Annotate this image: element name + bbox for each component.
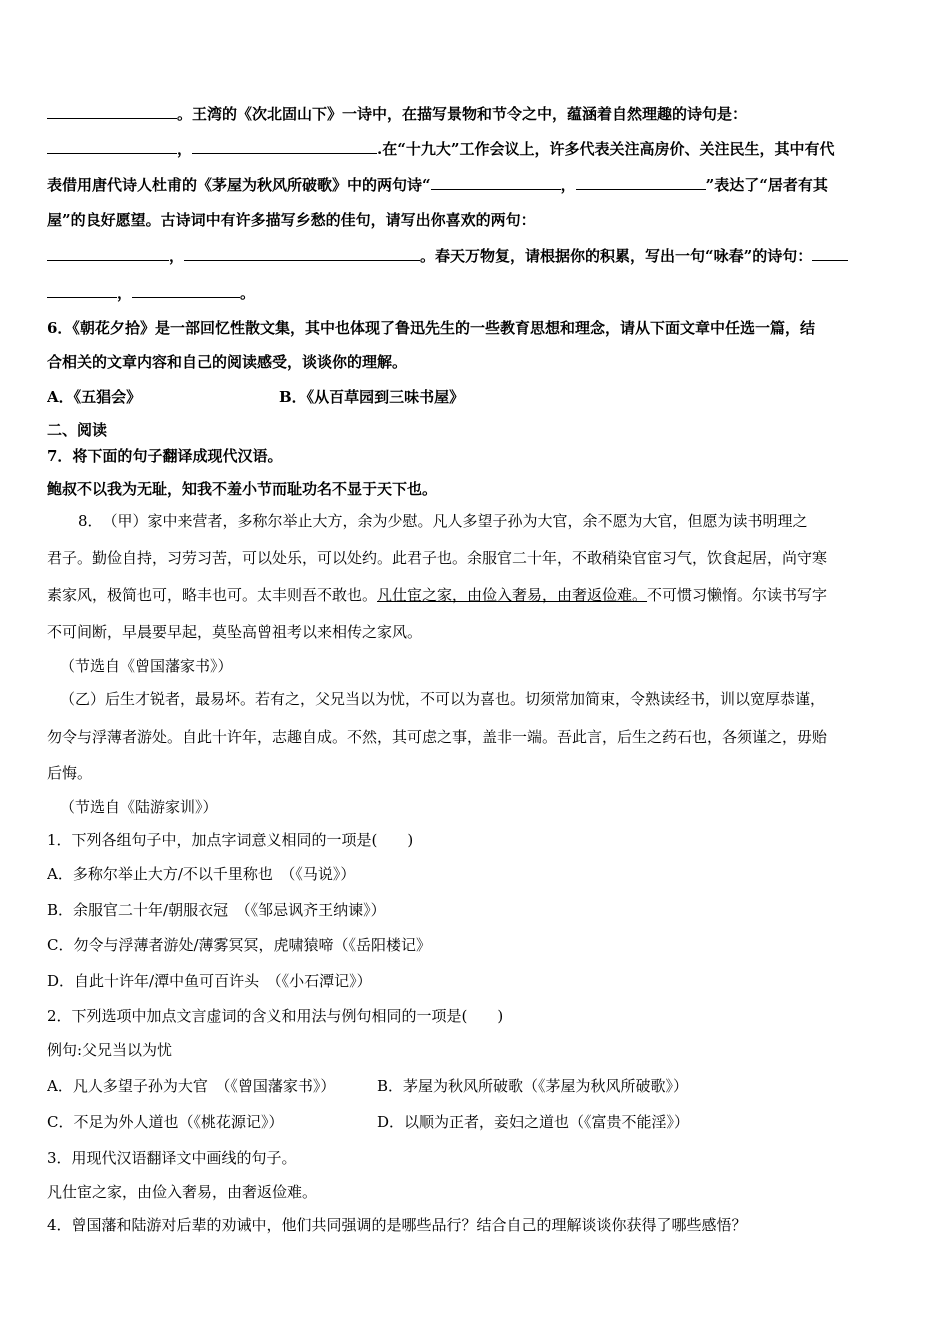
q8-yi-line-1: （乙）后生才锐者，最易坏。若有之，父兄当以为忧，不可以为喜也。切须常加简束，令熟读经书，训以宽厚恭谨， bbox=[60, 690, 826, 708]
sub-q1: 1．下列各组句子中，加点字词意义相同的一项是( ) bbox=[47, 831, 414, 849]
sub-q2-option-c: C．不足为外人道也（《桃花源记》） bbox=[47, 1113, 284, 1131]
sub-q1-option-c: C．勿令与浮薄者游处/薄雾冥冥，虎啸猿啼（《岳阳楼记》 bbox=[47, 936, 432, 954]
answer-blank[interactable] bbox=[184, 246, 420, 261]
poetry-line-5: ， 。春天万物复，请根据你的积累，写出一句“咏春”的诗句： bbox=[47, 246, 907, 266]
sub-q2: 2．下列选项中加点文言虚词的含义和用法与例句相同的一项是( ) bbox=[47, 1007, 504, 1025]
q8-jia-line-1: 8． （甲）家中来营者，多称尔举止大方，余为少慰。凡人多望子孙为大官，余不愿为大官，但愿为读书明理之 bbox=[78, 512, 808, 530]
q8-jia-line-4: 不可间断，早晨要早起，莫坠高曾祖考以来相传之家风。 bbox=[47, 623, 423, 641]
q8-jia-source: （节选自《曾国藩家书》） bbox=[60, 657, 233, 675]
sub-q2-option-a: A．凡人多望子孙为大官 （《曾国藩家书》） bbox=[47, 1077, 336, 1095]
q8-yi-line-3: 后悔。 bbox=[47, 764, 93, 782]
poetry-line-1: 。王湾的《次北固山下》一诗中，在描写景物和节令之中，蕴涵着自然理趣的诗句是： bbox=[47, 104, 907, 124]
q8-jia-line-2: 君子。勤俭自持，习劳习苦，可以处乐，可以处约。此君子也。余服官二十年，不敢稍染官宦习气，饮食起居，尚守寒 bbox=[47, 549, 828, 567]
answer-blank[interactable] bbox=[132, 283, 240, 298]
answer-blank[interactable] bbox=[47, 139, 177, 154]
poetry-line-2: ， .在“十九大”工作会议上，许多代表关注高房价、关注民生，其中有代 bbox=[47, 139, 907, 159]
sub-q3-sentence: 凡仕宦之家，由俭入奢易，由奢返俭难。 bbox=[47, 1183, 318, 1201]
answer-blank[interactable] bbox=[47, 246, 169, 261]
q6-line-2: 合相关的文章内容和自己的阅读感受，谈谈你的理解。 bbox=[47, 353, 408, 371]
poetry-line-3: 表借用唐代诗人杜甫的《茅屋为秋风所破歌》中的两句诗“ ， ”表达了“居者有其 bbox=[47, 176, 828, 194]
q8-jia-line-3: 素家风，极简也可，略丰也可。太丰则吾不敢也。凡仕宦之家，由俭入奢易，由奢返俭难。不可惯习懒惰。尔读书写字 bbox=[47, 586, 828, 604]
q8-yi-line-2: 勿令与浮薄者游处。自此十许年，志趣自成。不然，其可虑之事，盖非一端。吾此言，后生之药石也，各须谨之，毋贻 bbox=[47, 728, 828, 746]
sub-q1-option-d: D．自此十许年/潭中鱼可百许头 （《小石潭记》） bbox=[47, 972, 372, 990]
sub-q2-example: 例句:父兄当以为忧 bbox=[47, 1041, 173, 1059]
sub-q2-option-d: D．以顺为正者，妾妇之道也（《富贵不能淫》） bbox=[377, 1113, 690, 1131]
q6-option-a: A．《五猖会》 bbox=[47, 388, 142, 406]
section-title: 二、阅读 bbox=[47, 421, 108, 439]
answer-blank[interactable] bbox=[47, 283, 117, 298]
q6-option-b: B．《从百草园到三味书屋》 bbox=[279, 388, 465, 406]
q7-sentence: 鲍叔不以我为无耻，知我不羞小节而耻功名不显于天下也。 bbox=[47, 480, 438, 498]
sub-q1-option-b: B．余服官二十年/朝服衣冠 （《邹忌讽齐王纳谏》） bbox=[47, 901, 386, 919]
answer-blank[interactable] bbox=[576, 175, 706, 190]
answer-blank[interactable] bbox=[192, 139, 377, 154]
q7-prompt: 7．将下面的句子翻译成现代汉语。 bbox=[47, 447, 283, 465]
sub-q2-options-cd bbox=[47, 1112, 907, 1132]
poetry-line-6: ， 。 bbox=[47, 283, 907, 303]
poetry-line-4: 屋”的良好愿望。古诗词中有许多描写乡愁的佳句，请写出你喜欢的两句： bbox=[47, 211, 536, 229]
underlined-sentence: 凡仕宦之家，由俭入奢易，由奢返俭难。 bbox=[377, 586, 648, 604]
sub-q4: 4．曾国藩和陆游对后辈的劝诫中，他们共同强调的是哪些品行？结合自己的理解谈谈你获得了哪些感悟？ bbox=[47, 1216, 747, 1234]
answer-blank[interactable] bbox=[812, 246, 848, 261]
sub-q2-options-ab bbox=[47, 1076, 907, 1096]
sub-q2-option-b: B．茅屋为秋风所破歌（《茅屋为秋风所破歌》） bbox=[377, 1077, 689, 1095]
sub-q1-option-a: A．多称尔举止大方/不以千里称也 （《马说》） bbox=[47, 865, 356, 883]
answer-blank[interactable] bbox=[47, 104, 177, 119]
sub-q3: 3．用现代汉语翻译文中画线的句子。 bbox=[47, 1149, 297, 1167]
q8-yi-source: （节选自《陆游家训》） bbox=[60, 798, 218, 816]
answer-blank[interactable] bbox=[431, 175, 561, 190]
q6-line-1: 6．《朝花夕拾》是一部回忆性散文集，其中也体现了鲁迅先生的一些教育思想和理念，请从下面文章中任选一篇，结 bbox=[47, 319, 815, 337]
q6-options bbox=[47, 387, 907, 407]
